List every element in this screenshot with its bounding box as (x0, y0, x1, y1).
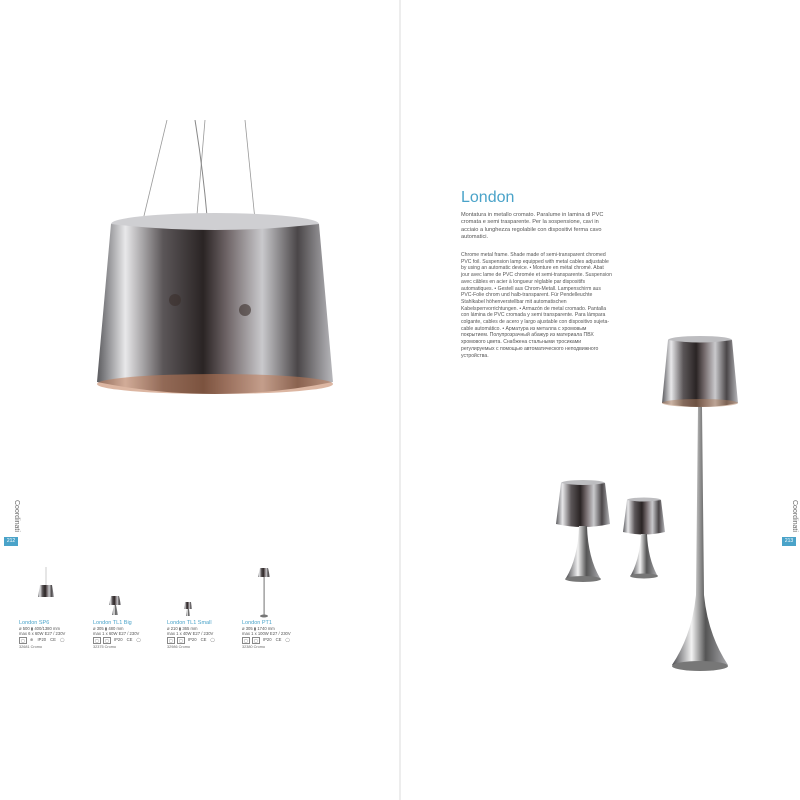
class-icon: ⊕ (29, 637, 34, 643)
variant-bulb: max 6 x 60W E27 / 230V (19, 631, 66, 637)
variant-sp6 (19, 620, 89, 649)
variant-name: London TL1 Big (93, 620, 132, 626)
product-title: London (461, 189, 515, 206)
variant-name: London TL1 Small (167, 620, 212, 626)
certification-icons (242, 637, 312, 644)
left-page-number: 212 (4, 537, 18, 546)
variant-code: 32986 Cromo (167, 645, 191, 650)
table-lamp-small-photo (620, 496, 668, 580)
variant-bulb: max 1 x 60W E27 / 230V (93, 631, 140, 637)
bulb-icon: ◯ (285, 637, 291, 643)
variant-name: London PT1 (242, 620, 272, 626)
floor-lamp-icon: ▢ (244, 638, 248, 644)
left-side-label: Coordinati (13, 500, 20, 532)
description-italian: Montatura in metallo cromato. Paralume in lamina di PVC cromata e semi trasparente. Per la sospensione, cavi in acciaio a lunghezza regolabile con dispositivi ferma cavo automatici. (461, 212, 604, 241)
table-lamp-icon: ▢ (95, 638, 99, 644)
class-icon: ▢ (253, 638, 258, 644)
page-spine (399, 0, 401, 800)
ip-rating: IP20 (262, 637, 272, 643)
ip-rating: IP20 (37, 637, 47, 643)
right-page-number: 213 (782, 537, 796, 546)
certification-icons (93, 637, 163, 644)
thumb-tl1-small (183, 601, 193, 618)
variant-code: 32681 Cromo (19, 645, 43, 650)
class-icon: ▢ (178, 638, 183, 644)
table-lamp-icon: ▢ (169, 638, 173, 644)
certification-icons (167, 637, 237, 644)
variant-code: 32380 Cromo (242, 645, 266, 650)
bulb-icon: ◯ (136, 637, 142, 643)
thumb-sp6 (36, 567, 56, 599)
variant-dimensions: ø 305 ▮ 480 mm (93, 626, 124, 631)
variant-bulb: max 1 x 40W E27 / 230V (167, 631, 214, 637)
ce-mark: CE (126, 637, 133, 643)
ce-mark: CE (275, 637, 282, 643)
bulb-icon: ◯ (59, 637, 65, 643)
ip-rating: IP20 (187, 637, 197, 643)
variant-dimensions: ø 500 ▮ 400/1380 mm (19, 626, 60, 631)
variant-code: 32375 Cromo (93, 645, 117, 650)
pendant-lamp-photo (95, 120, 335, 410)
bulb-icon: ◯ (210, 637, 216, 643)
variant-tl1-big (93, 620, 163, 649)
variant-tl1-small (167, 620, 237, 649)
description-multilingual: Chrome metal frame. Shade made of semi-transparent chromed PVC foil. Suspension lamp equipped with metal cables adjustable by using an automatic device. • Monture en métal chromé. Abat jour avec lame de PVC chromée et semi-transparente. Suspension avec câbles en acier à longueur réglable par dispositifs automatiques. • Gestell aus Chrom-Metall. Lampenschirm aus PVC-Folie chrom und halb-transparent. Für Pendelleuchte Stahlkabel höhenverstellbar mit automatischen Kabelsperrvorrichtungen. • Armazón de metal cromado. Pantalla con lámina de PVC cromada y semi transparente. Para lámpara colgante, cables de acero y largo ajustable con dispositivo sujeta-cable automático. • Арматура из металла с хромовым покрытием. Полупрозрачный абажур из материала ПВХ хромового цвета. Снабжена стальными тросиками регулируемых с помощью автоматического неподвижного устройства. (461, 252, 612, 359)
ce-mark: CE (200, 637, 207, 643)
variant-pt1 (242, 620, 312, 649)
ce-mark: CE (50, 637, 56, 643)
right-side-label: Coordinati (791, 500, 798, 532)
suspension-icon: ▢ (21, 638, 25, 644)
variant-bulb: max 1 x 100W E27 / 230V (242, 631, 291, 637)
class-icon: ▢ (104, 638, 109, 644)
variant-dimensions: ø 210 ▮ 365 mm (167, 626, 198, 631)
variant-dimensions: ø 305 ▮ 1740 mm (242, 626, 275, 631)
thumb-tl1-big (108, 594, 122, 618)
ip-rating: IP20 (113, 637, 123, 643)
certification-icons (19, 637, 89, 644)
variant-name: London SP6 (19, 620, 50, 626)
table-lamp-big-photo (552, 478, 614, 584)
thumb-pt1 (257, 567, 271, 619)
